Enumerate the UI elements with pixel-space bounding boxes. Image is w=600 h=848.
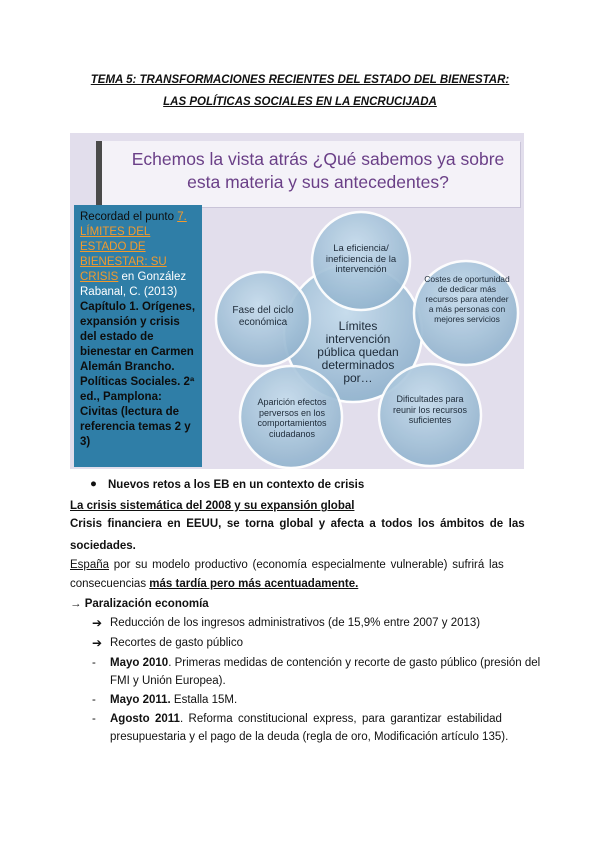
slide-image: [70, 133, 524, 469]
reference-intro: Recordad el punto: [80, 211, 174, 223]
dash-item-3-cont: presupuestaria y el pago de la deuda (regla de oro, Modificación artículo 135).: [110, 731, 509, 743]
page-title-line-2: LAS POLÍTICAS SOCIALES EN LA ENCRUCIJADA: [163, 96, 437, 108]
arrow-item-2: Recortes de gasto público: [110, 637, 243, 649]
circle-top-label: La eficiencia/ ineficiencia de la intervención: [325, 243, 397, 275]
paragraph-2-emphasis: más tardía pero más acentuadamente.: [149, 578, 359, 590]
circle-bottom-right-label: Dificultades para reunir los recursos suficientes: [392, 394, 468, 425]
section-heading: La crisis sistemática del 2008 y su expansión global: [70, 500, 355, 512]
dash-item-1-cont: FMI y Unión Europea).: [110, 675, 226, 687]
dash-marker: -: [92, 694, 96, 706]
bullet-text: Nuevos retos a los EB en un contexto de crisis: [108, 479, 365, 491]
paragraph-2-line-1: [70, 559, 504, 571]
paragraph-2-text: por su modelo productivo (economía especialmente vulnerable) sufrirá las: [109, 559, 504, 571]
paragraph-1-line-1: Crisis financiera en EEUU, se torna global y afecta a todos los ámbitos de las: [70, 518, 525, 530]
paragraph-2-line-2: [70, 578, 358, 590]
arrow-icon: ➔: [92, 616, 103, 630]
circle-center-label: Límites intervención pública quedan determinados por…: [317, 319, 399, 385]
paragraph-1-line-2: sociedades.: [70, 540, 136, 552]
arrow-icon: ➔: [92, 636, 103, 650]
dash-marker: -: [92, 713, 96, 725]
reference-author: en González Rabanal, C. (2013): [80, 271, 187, 298]
reference-link[interactable]: 7. LÍMITES DEL ESTADO DE BIENESTAR: SU CRISIS: [80, 211, 187, 283]
reference-box: [74, 205, 202, 467]
page-title-line-1: TEMA 5: TRANSFORMACIONES RECIENTES DEL ESTADO DEL BIENESTAR:: [90, 74, 510, 86]
circle-left-label: Fase del ciclo económica: [232, 305, 294, 328]
slide-heading-line-2: esta materia y sus antecedentes?: [187, 172, 449, 192]
slide-heading-line-1: Echemos la vista atrás ¿Qué sabemos ya sobre: [131, 149, 505, 169]
dash-marker: -: [92, 657, 96, 669]
paragraph-2-consequences: consecuencias: [70, 578, 150, 590]
country-name: España: [70, 559, 110, 571]
dash-item-2: Mayo 2011. Estalla 15M.: [110, 694, 238, 706]
circle-right-label: Costes de oportunidad de dedicar más recursos para atender a más personas con mejores servicios: [424, 274, 510, 324]
subheading-paralizacion: → Paralización economía: [70, 598, 209, 610]
arrow-item-1: Reducción de los ingresos administrativos (de 15,9% entre 2007 y 2013): [110, 617, 481, 629]
bullet-icon: ●: [90, 478, 97, 490]
dash-item-1: Mayo 2010. Primeras medidas de contención y recorte de gasto público (presión del: [110, 657, 541, 669]
circle-bottom-left-label: Aparición efectos perversos en los comportamientos ciudadanos: [257, 397, 327, 439]
reference-chapter: Capítulo 1. Orígenes, expansión y crisis del estado de bienestar en Carmen Alemán Brancho. Políticas Sociales. 2ª ed., Pamplona: Civitas (lectura de referencia temas 2 y 3): [80, 301, 196, 448]
dash-item-3: Agosto 2011. Reforma constitucional express, para garantizar estabilidad: [110, 713, 502, 725]
